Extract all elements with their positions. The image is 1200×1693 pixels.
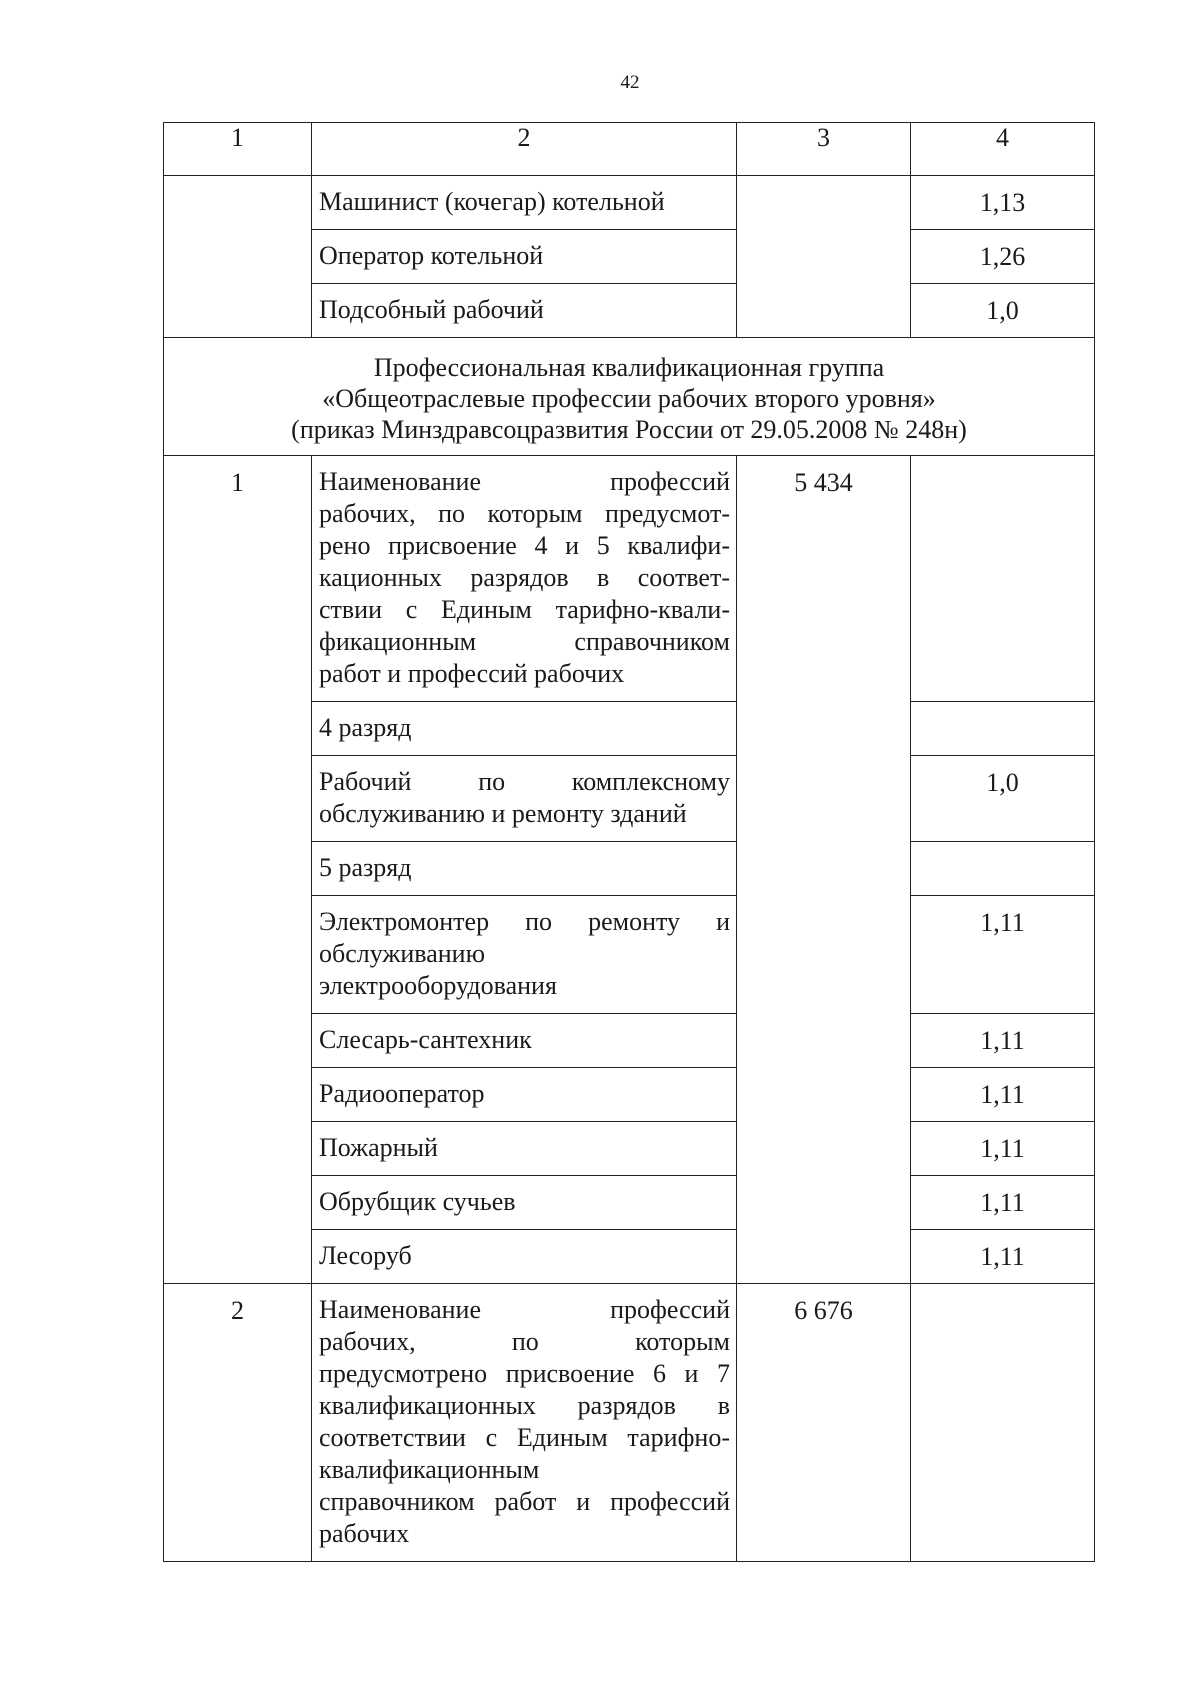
- empty-salary-cell: [737, 176, 911, 338]
- coefficient: 1,11: [911, 1230, 1095, 1284]
- profession-name: Слесарь-сантехник: [312, 1014, 737, 1068]
- empty-coef-cell: [911, 702, 1095, 756]
- name-line: Рабочий по комплексному: [319, 767, 730, 796]
- name-line: Электромонтер по ремонту и: [319, 907, 730, 936]
- table-row: [164, 176, 1095, 230]
- level-number: 2: [164, 1284, 312, 1562]
- coefficient: 1,0: [911, 756, 1095, 842]
- desc-line: фикационным справочником: [319, 627, 730, 656]
- desc-line: рабочих, по которым: [319, 1327, 730, 1356]
- desc-line: работ и профессий рабочих: [319, 659, 625, 688]
- header-cell-4: 4: [911, 123, 1095, 176]
- coefficient: 1,0: [911, 284, 1095, 338]
- empty-coef-cell: [911, 842, 1095, 896]
- empty-coef-cell: [911, 456, 1095, 702]
- coefficient: 1,13: [911, 176, 1095, 230]
- profession-name: [312, 896, 737, 1014]
- coefficient: 1,11: [911, 1014, 1095, 1068]
- group-heading-row: [164, 338, 1095, 456]
- group-title-line-2: «Общеотраслевые профессии рабочих второго уровня»: [322, 384, 936, 413]
- desc-line: Наименование профессий: [319, 1295, 730, 1324]
- desc-line: рабочих: [319, 1519, 410, 1548]
- desc-line: справочником работ и профессий: [319, 1487, 730, 1516]
- empty-num-cell: [164, 176, 312, 338]
- level-number: 1: [164, 456, 312, 1284]
- name-line: обслуживанию и ремонту зданий: [319, 799, 687, 828]
- desc-line: соответствии с Единым тарифно-: [319, 1423, 730, 1452]
- desc-line: кационных разрядов в соответ-: [319, 563, 730, 592]
- level-description: [312, 456, 737, 702]
- grade-label: 5 разряд: [312, 842, 737, 896]
- table-row: [164, 1284, 1095, 1562]
- tariff-table: [163, 122, 1095, 1562]
- name-line: обслуживанию: [319, 939, 486, 968]
- group-heading: [164, 338, 1095, 456]
- desc-line: квалификационных разрядов в: [319, 1391, 730, 1420]
- base-salary: 5 434: [737, 456, 911, 1284]
- desc-line: ствии с Единым тарифно-квали-: [319, 595, 730, 624]
- group-title-line-3: (приказ Минздравсоцразвития России от 29.05.2008 № 248н): [291, 415, 967, 444]
- profession-name: Пожарный: [312, 1122, 737, 1176]
- profession-name: Лесоруб: [312, 1230, 737, 1284]
- desc-line: рабочих, по которым предусмот-: [319, 499, 730, 528]
- profession-name: [312, 756, 737, 842]
- coefficient: 1,11: [911, 1068, 1095, 1122]
- coefficient: 1,11: [911, 1122, 1095, 1176]
- profession-name: Обрубщик сучьев: [312, 1176, 737, 1230]
- desc-line: квалификационным: [319, 1455, 540, 1484]
- header-cell-1: 1: [164, 123, 312, 176]
- profession-name: Подсобный рабочий: [312, 284, 737, 338]
- header-row: [164, 123, 1095, 176]
- profession-name: Оператор котельной: [312, 230, 737, 284]
- header-cell-2: 2: [312, 123, 737, 176]
- level-description: [312, 1284, 737, 1562]
- table-row: [164, 456, 1095, 702]
- profession-name: Радиооператор: [312, 1068, 737, 1122]
- name-line: электрооборудования: [319, 971, 557, 1000]
- desc-line: рено присвоение 4 и 5 квалифи-: [319, 531, 730, 560]
- page-number: 42: [620, 72, 640, 93]
- profession-name: Машинист (кочегар) котельной: [312, 176, 737, 230]
- desc-line: Наименование профессий: [319, 467, 730, 496]
- header-cell-3: 3: [737, 123, 911, 176]
- desc-line: предусмотрено присвоение 6 и 7: [319, 1359, 730, 1388]
- base-salary: 6 676: [737, 1284, 911, 1562]
- empty-coef-cell: [911, 1284, 1095, 1562]
- coefficient: 1,11: [911, 896, 1095, 1014]
- coefficient: 1,11: [911, 1176, 1095, 1230]
- group-title-line-1: Профессиональная квалификационная группа: [373, 353, 885, 382]
- coefficient: 1,26: [911, 230, 1095, 284]
- grade-label: 4 разряд: [312, 702, 737, 756]
